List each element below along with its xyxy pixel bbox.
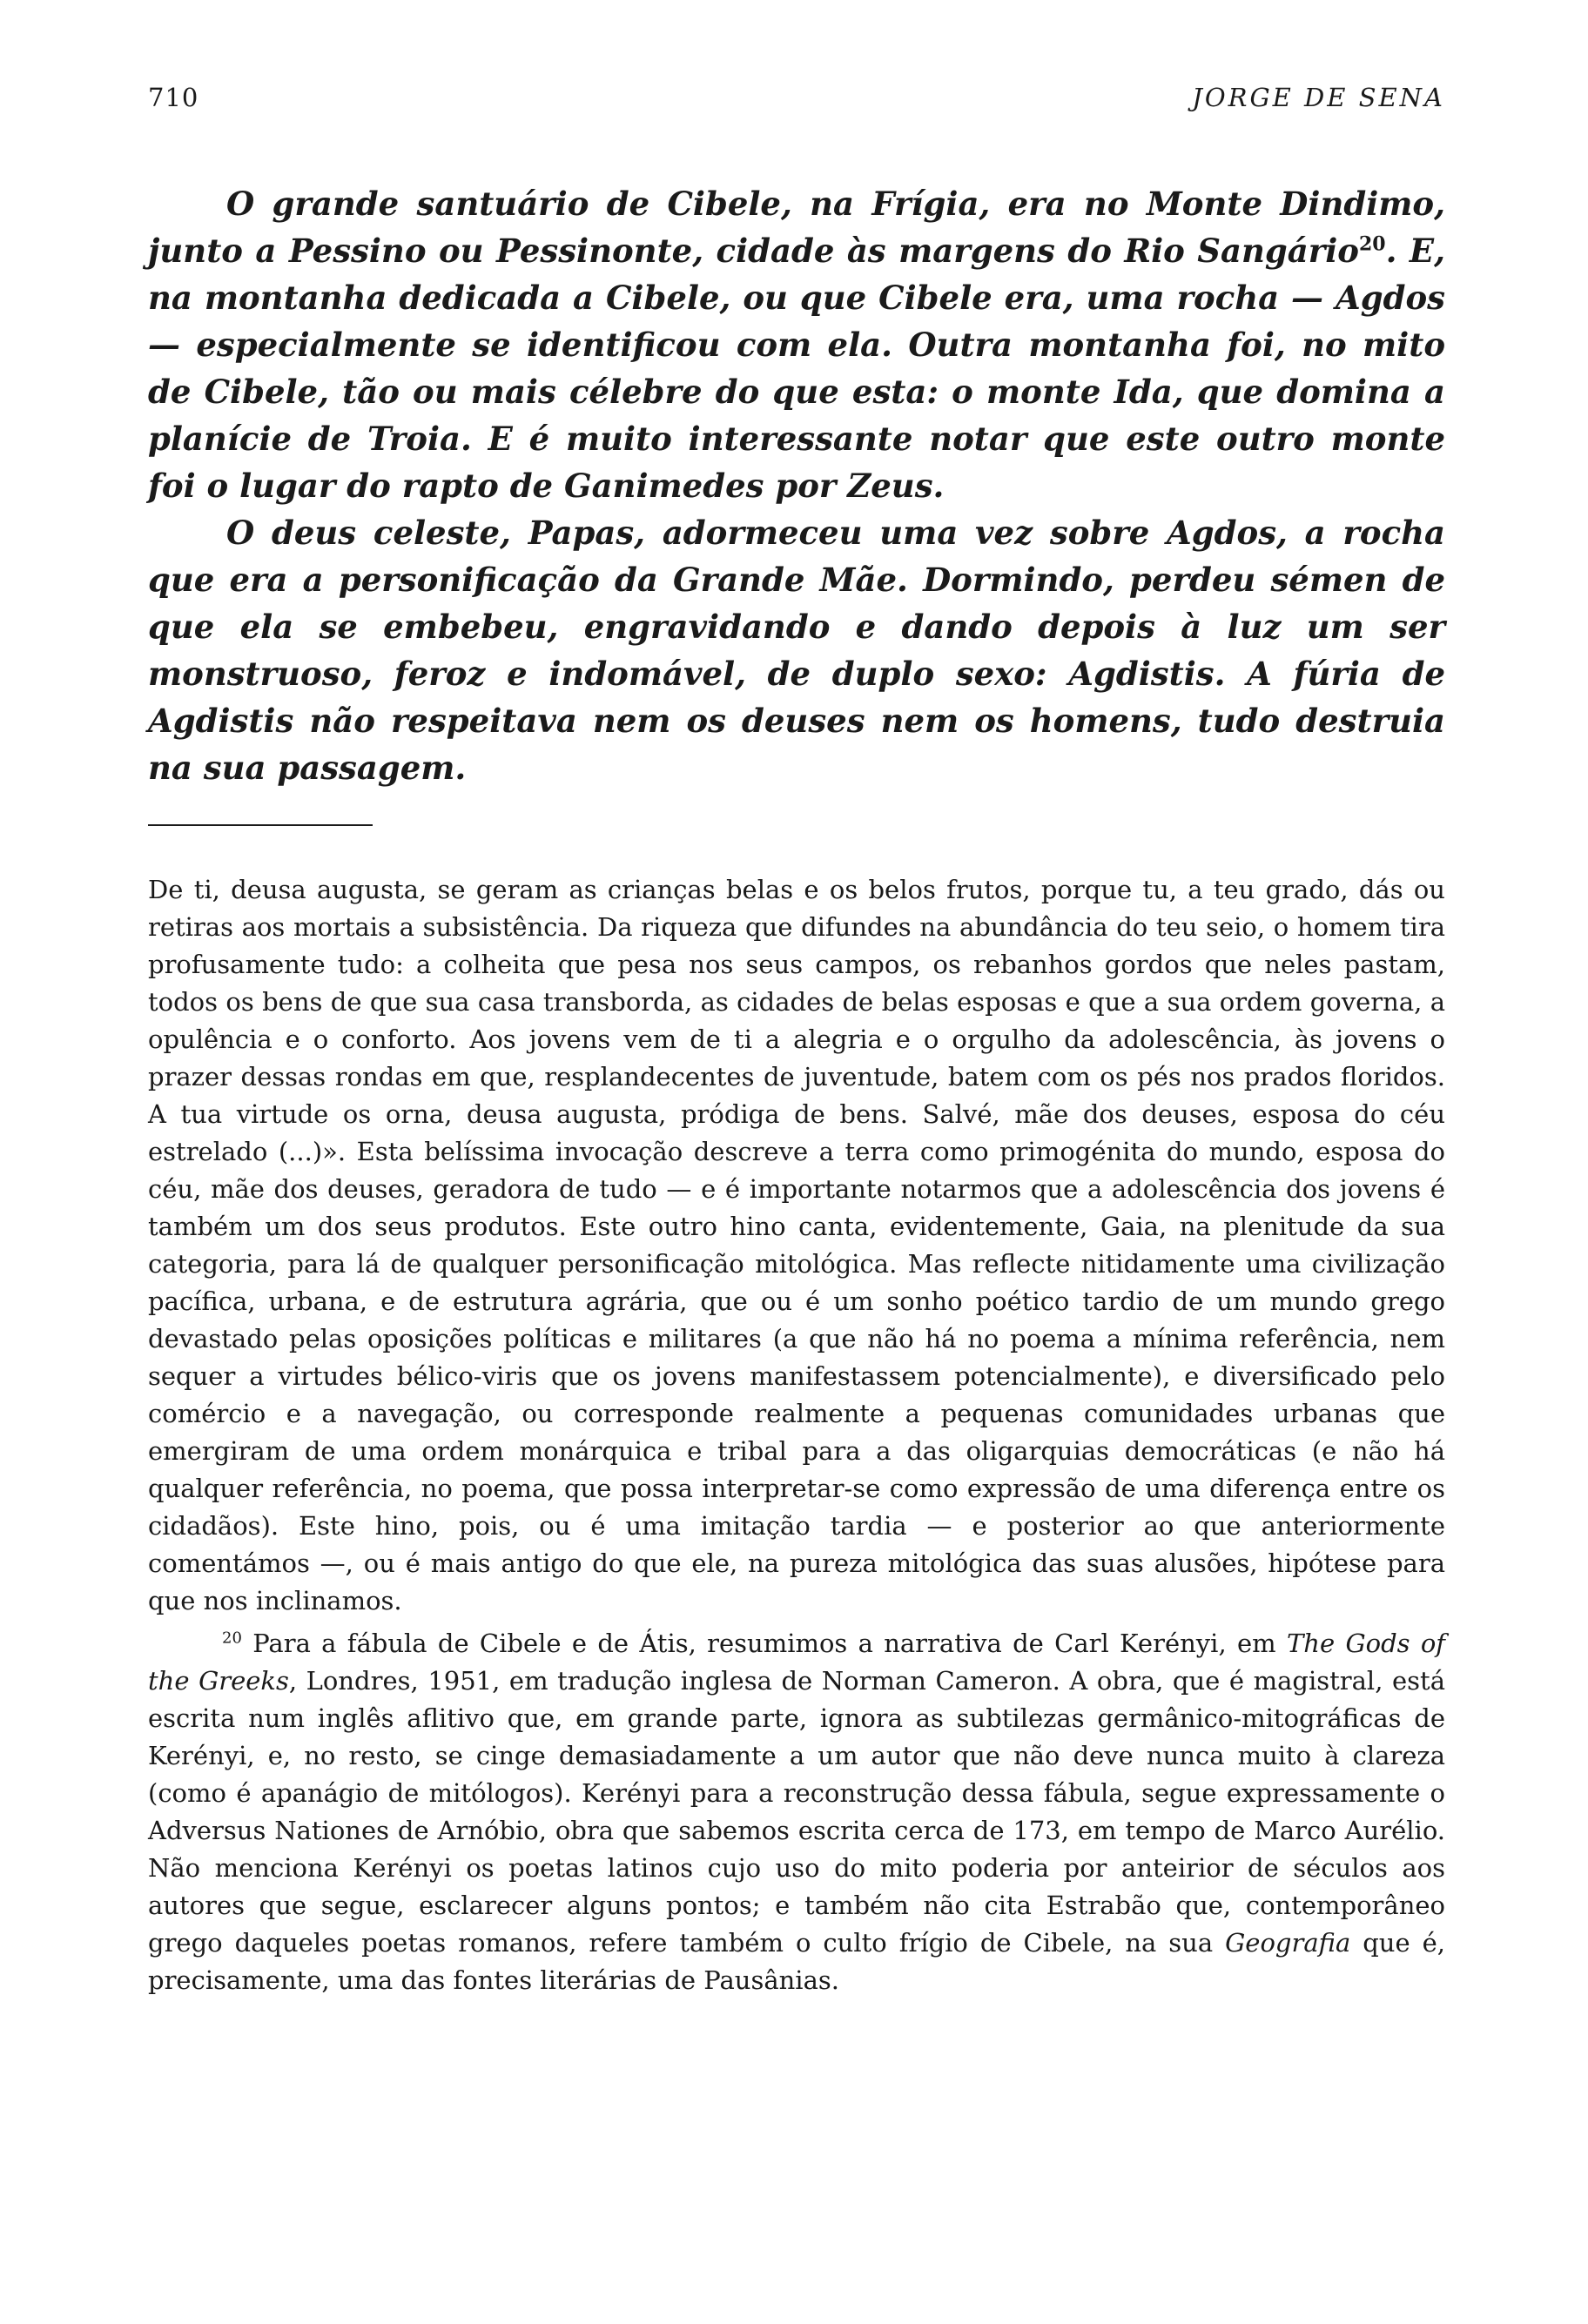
footnote-20-geografia: Geografia	[1225, 1928, 1351, 1958]
footnote-continuation: De ti, deusa augusta, se geram as crianças belas e os belos frutos, porque tu, a teu grado, dás ou retiras aos mortais a subsistência. Da riqueza que difundes na abundância do teu seio, o homem tira profusamente tudo: a colheita que pesa nos seus campos, os rebanhos gordos que neles pastam, todos os bens de que sua casa transborda, as cidades de belas esposas e que a sua ordem governa, a opulência e o conforto. Aos jovens vem de ti a alegria e o orgulho da adolescência, às jovens o prazer dessas rondas em que, resplandecentes de juventude, batem com os pés nos prados floridos. A tua virtude os orna, deusa augusta, pródiga de bens. Salvé, mãe dos deuses, esposa do céu estrelado (...)». Esta belíssima invocação descreve a terra como primogénita do mundo, esposa do céu, mãe dos deuses, geradora de tudo — e é importante notarmos que a adolescência dos jovens é também um dos seus produtos. Este outro hino canta, evidentemente, Gaia, na plenitude da sua categoria, para lá de qualquer personificação mitológica. Mas reflecte nitidamente uma civilização pacífica, urbana, e de estrutura agrária, que ou é um sonho poético tardio de um mundo grego devastado pelas oposições políticas e militares (a que não há no poema a mínima referência, nem sequer a virtudes bélico-viris que os jovens manifestassem potencialmente), e diversificado pelo comércio e a navegação, ou corresponde realmente a pequenas comunidades urbanas que emergiram de uma ordem monárquica e tribal para a das oligarquias democráticas (e não há qualquer referência, no poema, que possa interpretar-se como expressão de uma diferença entre os cidadãos). Este hino, pois, ou é uma imitação tardia — e posterior ao que anteriormente comentámos —, ou é mais antigo do que ele, na pureza mitológica das suas alusões, hipótese para que nos inclinamos.	[148, 875, 1445, 1615]
page	[148, 83, 1445, 1999]
running-head: JORGE DE SENA	[1192, 83, 1445, 112]
footnote-20-text-a: Para a fábula de Cibele e de Átis, resumimos a narrativa de Carl Kerényi, em	[252, 1629, 1287, 1658]
paragraph-1-text: O grande santuário de Cibele, na Frígia, era no Monte Dindimo, junto a Pessino ou Pessinonte, cidade às margens do Rio Sangário	[148, 185, 1445, 270]
paragraph-1-rest: . E, na montanha dedicada a Cibele, ou que Cibele era, uma rocha — Agdos — especialmente se identificou com ela. Outra montanha foi, no mito de Cibele, tão ou mais célebre do que esta: o monte Ida, que domina a planície de Troia. E é muito interessante notar que este outro monte foi o lugar do rapto de Ganimedes por Zeus.	[148, 232, 1445, 505]
footnote-20-text-b: , Londres, 1951, em tradução inglesa de Norman Cameron. A obra, que é magistral, está escrita num inglês aflitivo que, em grande parte, ignora as subtilezas germânico-mitográficas de Kerényi, e, no resto, se cinge demasiadamente a um autor que não deve nunca muito à clareza (como é apanágio de mitólogos). Kerényi para a reconstrução dessa fábula, segue expressamente o Adversus Nationes de Arnóbio, obra que sabemos escrita cerca de 173, em tempo de Marco Aurélio. Não menciona Kerényi os poetas latinos cujo uso do mito poderia por anteirior de séculos aos autores que segue, esclarecer alguns pontos; e também não cita Estrabão que, contemporâneo grego daqueles poetas romanos, refere também o culto frígio de Cibele, na sua	[148, 1666, 1445, 1958]
footnotes	[148, 871, 1445, 1999]
paragraph-1	[148, 180, 1445, 509]
footnote-20-book-title: The Gods of the Greeks	[148, 1629, 1446, 1696]
page-header	[148, 83, 1445, 144]
footnote-20	[148, 1625, 1445, 1999]
footnote-ref-20[interactable]: 20	[1358, 232, 1386, 256]
main-text	[148, 180, 1445, 791]
page-number: 710	[148, 83, 199, 112]
footnote-divider	[148, 824, 373, 826]
paragraph-2: O deus celeste, Papas, adormeceu uma vez sobre Agdos, a rocha que era a personificação da Grande Mãe. Dormindo, perdeu sémen de que ela se embebeu, engravidando e dando depois à luz um ser monstruoso, feroz e indomável, de duplo sexo: Agdistis. A fúria de Agdistis não respeitava nem os deuses nem os homens, tudo destruia na sua passagem.	[148, 514, 1445, 787]
footnote-20-mark: 20	[222, 1629, 242, 1648]
footnote-20-text-c: que é, precisamente, uma das fontes literárias de Pausânias.	[148, 1928, 1445, 1995]
